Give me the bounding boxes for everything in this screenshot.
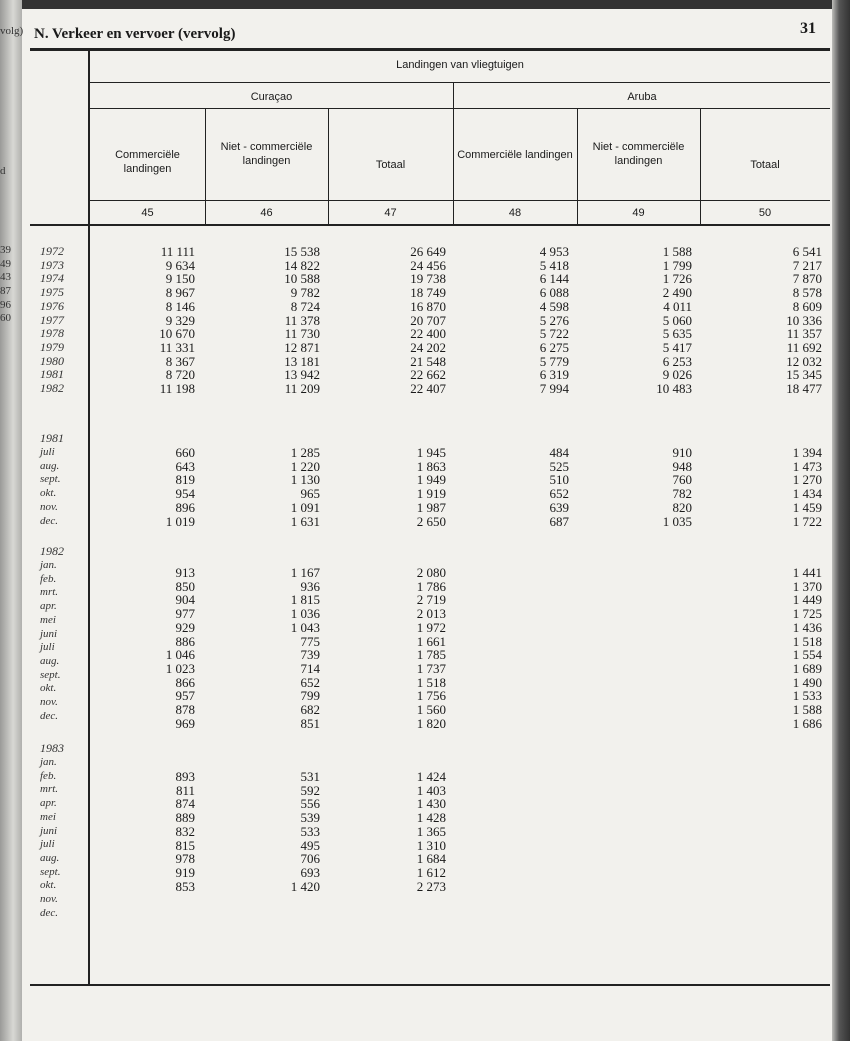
table-cell: 913 [175,565,195,580]
table-cell: 1 130 [290,472,320,488]
row-label: juni [40,824,58,837]
table-cell: 12 871 [284,339,320,355]
table-cell: 1 518 [416,674,446,690]
table-cell: 12 032 [786,353,822,369]
row-label: 1973 [40,257,64,272]
table-cell: 9 150 [165,271,195,287]
table-cell: 11 692 [786,339,822,355]
table-cell: 6 088 [539,285,569,301]
row-label: jan. [40,756,57,768]
table-cell: 495 [300,837,320,853]
column-header: Niet - commerciële landingen [592,141,685,167]
period-heading: 1982 [40,544,64,558]
table-cell: 1 370 [792,578,822,594]
table-cell: 775 [300,633,320,649]
row-label: jan. [40,559,57,571]
table-cell: 889 [175,810,195,826]
table-cell: 1 588 [662,244,692,259]
number-row-rule [88,200,830,201]
table-cell: 13 181 [284,353,320,369]
row-label: sept. [40,473,61,486]
period-heading: 1981 [40,431,64,445]
previous-page-fragment: 87 [0,285,11,297]
row-label: sept. [40,668,61,681]
table-cell: 6 275 [539,339,569,355]
table-cell: 1 919 [416,486,446,502]
row-label: okt. [40,682,57,695]
row-label: nov. [40,696,58,708]
table-cell: 1 449 [792,592,822,608]
table-cell: 5 276 [539,312,569,328]
top-rule [30,48,830,51]
row-label: feb. [40,572,57,585]
table-cell: 1 420 [290,878,320,894]
table-cell: 1 046 [165,647,195,663]
row-label: mei [40,613,56,626]
table-cell: 706 [300,851,320,867]
table-cell: 1 631 [290,513,320,529]
column-header: Commerciële landingen [457,149,573,161]
table-cell: 1 612 [416,864,446,880]
table-cell: 1 588 [792,702,822,717]
table-cell: 26 649 [410,244,446,259]
table-cell: 9 634 [165,257,195,273]
table-cell: 1 533 [792,688,822,704]
row-label: nov. [40,500,58,513]
table-cell: 4 011 [663,298,692,314]
table-cell: 954 [175,486,195,502]
table-cell: 1 428 [416,810,446,826]
column-header: Niet - commerciële landingen [220,141,313,167]
table-cell: 7 870 [792,271,822,287]
row-label: mrt. [40,783,59,796]
table-cell: 1 167 [290,565,320,580]
table-cell: 6 319 [539,367,569,383]
table-cell: 21 548 [410,353,446,369]
row-label: 1972 [40,244,64,258]
table-cell: 948 [672,458,692,474]
table-cell: 1 987 [416,499,446,515]
row-label: 1977 [40,312,64,327]
table-cell: 1 949 [416,472,446,488]
table-cell: 11 357 [786,326,822,342]
table-cell: 851 [300,715,320,731]
row-label: juli [40,838,55,851]
previous-page-fragment: d [0,165,6,177]
table-cell: 957 [175,688,195,704]
table-cell: 4 598 [539,298,569,314]
table-cell: 531 [300,769,320,784]
group-heading: Landingen van vliegtuigen [396,59,524,71]
table-cell: 1 424 [416,769,446,784]
row-label: mrt. [40,586,59,599]
column-number: 49 [632,207,645,219]
table-cell: 10 336 [786,312,822,328]
period-heading: 1983 [40,741,64,755]
table-cell: 24 456 [410,257,446,273]
table-cell: 893 [175,769,195,784]
page-right-edge [832,0,850,1041]
table-cell: 799 [300,688,320,704]
stub-divider [88,50,90,985]
scan-top-edge [0,0,850,9]
table-cell: 1 786 [416,578,446,594]
table-cell: 977 [175,606,195,622]
table-cell: 1 394 [792,445,822,460]
table-cell: 1 661 [416,633,446,649]
table-cell: 1 722 [792,513,822,529]
table-cell: 1 220 [290,458,320,474]
table-cell: 18 749 [410,285,446,301]
table-cell: 8 720 [165,367,195,383]
table-cell: 866 [175,674,195,690]
row-label: 1974 [40,271,64,286]
table-cell: 11 209 [284,381,320,396]
table-cell: 1 459 [792,499,822,515]
previous-page-fragment: 96 [0,299,11,311]
row-label: aug. [40,459,60,472]
row-label: juli [40,641,55,654]
table-cell: 5 060 [662,312,692,328]
table-cell: 1 863 [416,458,446,474]
table-cell: 5 635 [662,326,692,342]
table-cell: 1 554 [792,647,822,663]
table-cell: 739 [300,647,320,663]
table-cell: 1 473 [792,458,822,474]
row-label: dec. [40,906,59,919]
table-cell: 1 820 [416,715,446,731]
previous-page-fragment: 49 [0,258,11,270]
table-cell: 22 662 [410,367,446,383]
table-cell: 1 091 [290,499,320,515]
table-cell: 14 822 [284,257,320,273]
row-label: 1980 [40,353,64,368]
table-cell: 1 815 [290,592,320,608]
table-cell: 1 365 [416,823,446,839]
table-cell: 687 [549,513,569,529]
table-cell: 1 403 [416,782,446,798]
row-label: dec. [40,514,59,527]
table-cell: 24 202 [410,339,446,355]
table-cell: 1 684 [416,851,446,867]
table-cell: 9 329 [165,312,195,328]
table-cell: 8 724 [290,298,320,314]
column-header: Totaal [375,159,406,171]
row-label: apr. [40,797,57,810]
previous-page-fragment: 60 [0,312,11,324]
row-label: 1982 [40,381,64,395]
table-cell: 8 967 [165,285,195,301]
column-header: Totaal [750,159,780,171]
previous-page-edge [0,0,22,1041]
row-label: 1981 [40,367,64,382]
table-cell: 1 430 [416,796,446,812]
table-cell: 533 [300,823,320,839]
table-cell: 11 198 [159,381,195,396]
table-cell: 886 [175,633,195,649]
table-cell: 1 686 [792,715,822,731]
column-number: 48 [508,207,522,219]
row-label: mei [40,810,56,823]
table-cell: 660 [175,445,195,460]
table-cell: 1 799 [662,257,692,273]
row-label: apr. [40,600,57,613]
table-cell: 7 217 [792,257,822,273]
table-cell: 5 418 [539,257,569,273]
table-cell: 2 490 [662,285,692,301]
row-label: dec. [40,709,59,722]
column-number: 47 [384,207,397,219]
table-cell: 10 670 [159,326,195,342]
table-cell: 4 953 [539,244,569,259]
table-cell: 1 726 [662,271,692,287]
table-cell: 8 146 [165,298,195,314]
table-cell: 919 [175,864,195,880]
table-cell: 2 719 [416,592,446,608]
table-cell: 1 737 [416,660,446,676]
table-cell: 15 345 [786,367,822,383]
table-cell: 693 [300,864,320,880]
table-cell: 484 [549,445,569,460]
table-cell: 11 111 [160,244,195,259]
table-cell: 1 518 [792,633,822,649]
table-cell: 1 285 [290,445,320,460]
table-cell: 510 [549,472,569,488]
table-cell: 5 417 [662,339,692,355]
table-cell: 896 [175,499,195,515]
table-cell: 10 483 [656,381,692,396]
table-cell: 978 [175,851,195,867]
table-cell: 1 434 [792,486,822,502]
table-cell: 853 [175,878,195,894]
table-cell: 1 560 [416,702,446,717]
table-cell: 9 026 [662,367,692,383]
table-cell: 13 942 [284,367,320,383]
row-label: okt. [40,487,57,500]
table-cell: 592 [300,782,320,798]
table-cell: 7 994 [539,381,569,396]
column-number: 46 [260,207,273,219]
table-cell: 819 [175,472,195,488]
table-cell: 1 036 [290,606,320,622]
table-cell: 2 650 [416,513,446,529]
table-cell: 936 [300,578,320,594]
table-cell: 6 144 [539,271,569,287]
table-cell: 782 [672,486,692,502]
table-cell: 815 [175,837,195,853]
table-cell: 11 378 [284,312,320,328]
table-cell: 10 588 [284,271,320,287]
table-cell: 6 541 [792,244,822,259]
row-label: aug. [40,654,60,667]
table-cell: 1 035 [662,513,692,529]
table-cell: 18 477 [786,381,822,396]
table-cell: 1 689 [792,660,822,676]
table-cell: 19 738 [410,271,446,287]
row-label: juni [40,627,58,640]
table-cell: 1 785 [416,647,446,663]
column-number: 50 [758,207,772,219]
table-cell: 5 779 [539,353,569,369]
table-cell: 11 730 [284,326,320,342]
table-cell: 1 441 [792,565,822,580]
row-label: aug. [40,851,60,864]
table-cell: 874 [175,796,195,812]
table-cell: 714 [300,660,320,676]
aruba-heading: Aruba [627,91,657,103]
table-cell: 850 [175,578,195,594]
table-cell: 832 [175,823,195,839]
row-label: juli [40,446,55,458]
table-cell: 1 270 [792,472,822,488]
group-rule [88,82,830,83]
table-cell: 1 436 [792,619,822,635]
table-cell: 1 490 [792,674,822,690]
table-cell: 8 609 [792,298,822,314]
table-cell: 969 [175,715,195,731]
table-cell: 20 707 [410,312,446,328]
table-cell: 639 [549,499,569,515]
table-cell: 539 [300,810,320,826]
table-cell: 652 [549,486,569,502]
row-label: 1975 [40,285,64,300]
row-label: 1976 [40,298,64,313]
table-cell: 2 273 [416,878,446,894]
country-rule [88,108,830,109]
table-cell: 643 [175,458,195,474]
row-label: feb. [40,769,57,782]
table-cell: 1 972 [416,619,446,635]
table-cell: 1 756 [416,688,446,704]
previous-page-fragment: 39 [0,244,11,256]
table-cell: 904 [175,592,195,608]
table-cell: 910 [672,445,692,460]
page-number: 31 [800,20,816,37]
page-title: N. Verkeer en vervoer (vervolg) [34,26,236,42]
table-cell: 556 [300,796,320,812]
row-label: nov. [40,893,58,905]
row-label: sept. [40,865,61,878]
previous-page-fragment: 43 [0,271,11,283]
table-cell: 6 253 [662,353,692,369]
table-cell: 965 [300,486,320,502]
table-cell: 1 023 [165,660,195,676]
table-cell: 1 725 [792,606,822,622]
curacao-heading: Curaçao [250,91,293,103]
table-cell: 929 [175,619,195,635]
table-cell: 1 019 [165,513,195,529]
table-cell: 9 782 [290,285,320,301]
table-cell: 8 367 [165,353,195,369]
bottom-rule [30,984,830,986]
previous-page-fragment: volg) [0,25,24,37]
header-bottom-rule [30,224,830,226]
row-label: okt. [40,879,57,892]
table-cell: 811 [175,782,195,798]
table-cell: 8 578 [792,285,822,301]
column-header: Commerciële landingen [115,149,180,175]
table-cell: 2 013 [416,606,446,622]
table-cell: 878 [175,702,195,717]
table-cell: 16 870 [410,298,446,314]
table-cell: 22 400 [410,326,446,342]
table-cell: 1 945 [416,445,446,460]
table-cell: 1 310 [416,837,446,853]
table-cell: 5 722 [539,326,569,342]
table-cell: 820 [672,499,692,515]
table-cell: 2 080 [416,565,446,580]
table-cell: 22 407 [410,381,446,396]
table-cell: 682 [300,702,320,717]
table-cell: 15 538 [284,244,320,259]
column-number: 45 [141,207,154,219]
table-cell: 760 [672,472,692,488]
table-cell: 525 [549,458,569,474]
row-label: 1978 [40,326,64,341]
table-cell: 1 043 [290,619,320,635]
row-label: 1979 [40,339,64,354]
table-cell: 11 331 [159,339,195,355]
table-cell: 652 [300,674,320,690]
